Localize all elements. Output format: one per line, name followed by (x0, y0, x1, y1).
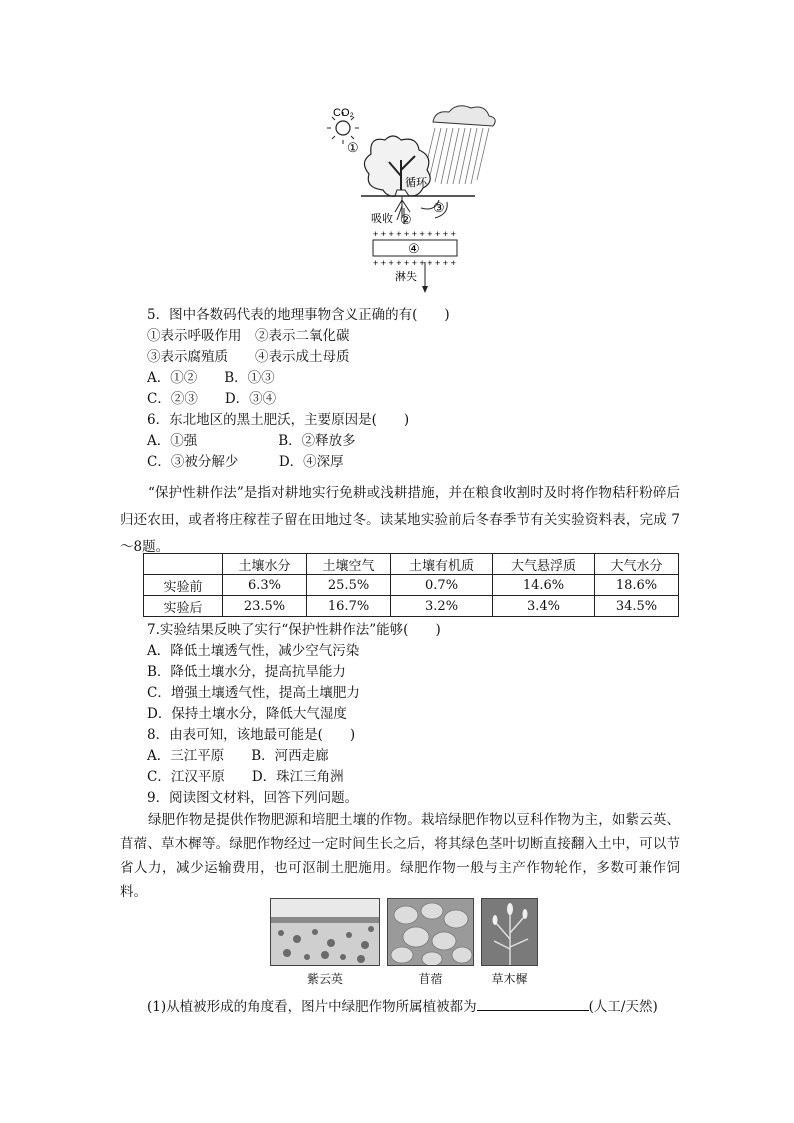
table-header-cell: 土壤空气 (307, 554, 391, 575)
q9-sub1-text: (1)从植被形成的角度看，图片中绿肥作物所属植被都为 (147, 999, 477, 1015)
table-row (144, 575, 679, 596)
marker-3: ③ (433, 201, 445, 216)
caption-caomuxi: 草木樨 (491, 972, 528, 986)
table-header-row (144, 554, 679, 575)
q7-stem: 7.实验结果反映了实行“保护性耕作法”能够( ) (147, 622, 441, 638)
photo-ziyunying (270, 898, 380, 966)
q9-stem: 9．阅读图文材料，回答下列问题。 (147, 790, 359, 806)
q5-statement-2: ③表示腐殖质 ④表示成土母质 (147, 349, 350, 365)
absorb-label: 吸收 (371, 212, 393, 225)
plus-row-top: + + + + + + + + + + + (373, 229, 456, 239)
q5-options-2: C．②③ D．③④ (147, 391, 277, 407)
photo-muxu (387, 898, 474, 966)
table-cell: 23.5% (223, 596, 307, 617)
table-header-cell: 大气悬浮质 (493, 554, 595, 575)
q9-paragraph: 绿肥作物是提供作物肥源和培肥土壤的作物。栽培绿肥作物以豆科作物为主，如紫云英、苜蓿、草木樨等。绿肥作物经过一定时间生长之后，将其绿色茎叶切断直接翻入土中，可以节省人力，减少运输费用，也可沤制土肥施用。绿肥作物一般与主产作物轮作，多数可兼作饲料。 (120, 812, 680, 900)
q8-options-1: A．三江平原 B．河西走廊 (147, 748, 329, 764)
material-paragraph: “保护性耕作法”是指对耕地实行免耕或浅耕措施，并在粮食收割时及时将作物秸秆粉碎后归还农田，或者将庄稼茬子留在田地过冬。读某地实验前后冬春季节有关实验资料表，完成 7～8题。 (120, 485, 680, 555)
q9-sub1 (147, 996, 658, 1017)
table-header-cell (144, 554, 223, 575)
table-row (144, 596, 679, 617)
q8-stem: 8．由表可知，该地最可能是( ) (147, 727, 356, 743)
rain-pattern (425, 128, 489, 184)
co2-label: CO₂ (333, 107, 354, 119)
cloud-icon (433, 106, 495, 126)
marker-2: ② (400, 213, 412, 228)
q7-option-a: A．降低土壤透气性，减少空气污染 (147, 643, 360, 659)
answer-blank[interactable] (477, 996, 589, 1011)
q5-statement-1: ①表示呼吸作用 ②表示二氧化碳 (147, 328, 350, 344)
table-cell: 25.5% (307, 575, 391, 596)
table-header-cell: 大气水分 (594, 554, 678, 575)
q5-options-1: A．①② B．①③ (147, 370, 275, 386)
table-cell: 34.5% (594, 596, 678, 617)
table-cell: 实验后 (144, 596, 223, 617)
table-cell: 0.7% (391, 575, 493, 596)
caption-ziyunying: 紫云英 (306, 972, 343, 986)
table-cell: 6.3% (223, 575, 307, 596)
q6-stem: 6．东北地区的黑土肥沃，主要原因是( ) (147, 412, 410, 428)
leach-label: 淋失 (395, 270, 417, 283)
table-cell: 3.2% (391, 596, 493, 617)
table-cell: 16.7% (307, 596, 391, 617)
caption-muxu: 苜蓿 (418, 972, 443, 986)
q7-option-b: B．降低土壤水分，提高抗旱能力 (147, 664, 346, 680)
photo-caomuxi (481, 898, 538, 966)
q7-option-d: D．保持土壤水分，降低大气湿度 (147, 706, 347, 722)
table-cell: 18.6% (594, 575, 678, 596)
table-cell: 3.4% (493, 596, 595, 617)
table-header-cell: 土壤有机质 (391, 554, 493, 575)
cycle-label: 循环 (405, 176, 427, 189)
soil-cycle-diagram (325, 100, 505, 295)
experiment-table (143, 553, 679, 617)
q9-sub1-tail: (人工/天然) (588, 999, 658, 1015)
marker-1: ① (347, 141, 359, 156)
marker-4: ④ (408, 242, 420, 257)
q6-options-1: A．①强 B．②释放多 (147, 433, 356, 449)
table-cell: 实验前 (144, 575, 223, 596)
table-cell: 14.6% (493, 575, 595, 596)
table-header-cell: 土壤水分 (223, 554, 307, 575)
q5-stem: 5．图中各数码代表的地理事物含义正确的有( ) (147, 307, 450, 323)
q8-options-2: C．江汉平原 D．珠江三角洲 (147, 769, 344, 785)
plus-row-bottom: + + + + + + + + + + + (373, 258, 456, 268)
q7-option-c: C．增强土壤透气性，提高土壤肥力 (147, 685, 360, 701)
q6-options-2: C．③被分解少 D．④深厚 (147, 454, 344, 470)
